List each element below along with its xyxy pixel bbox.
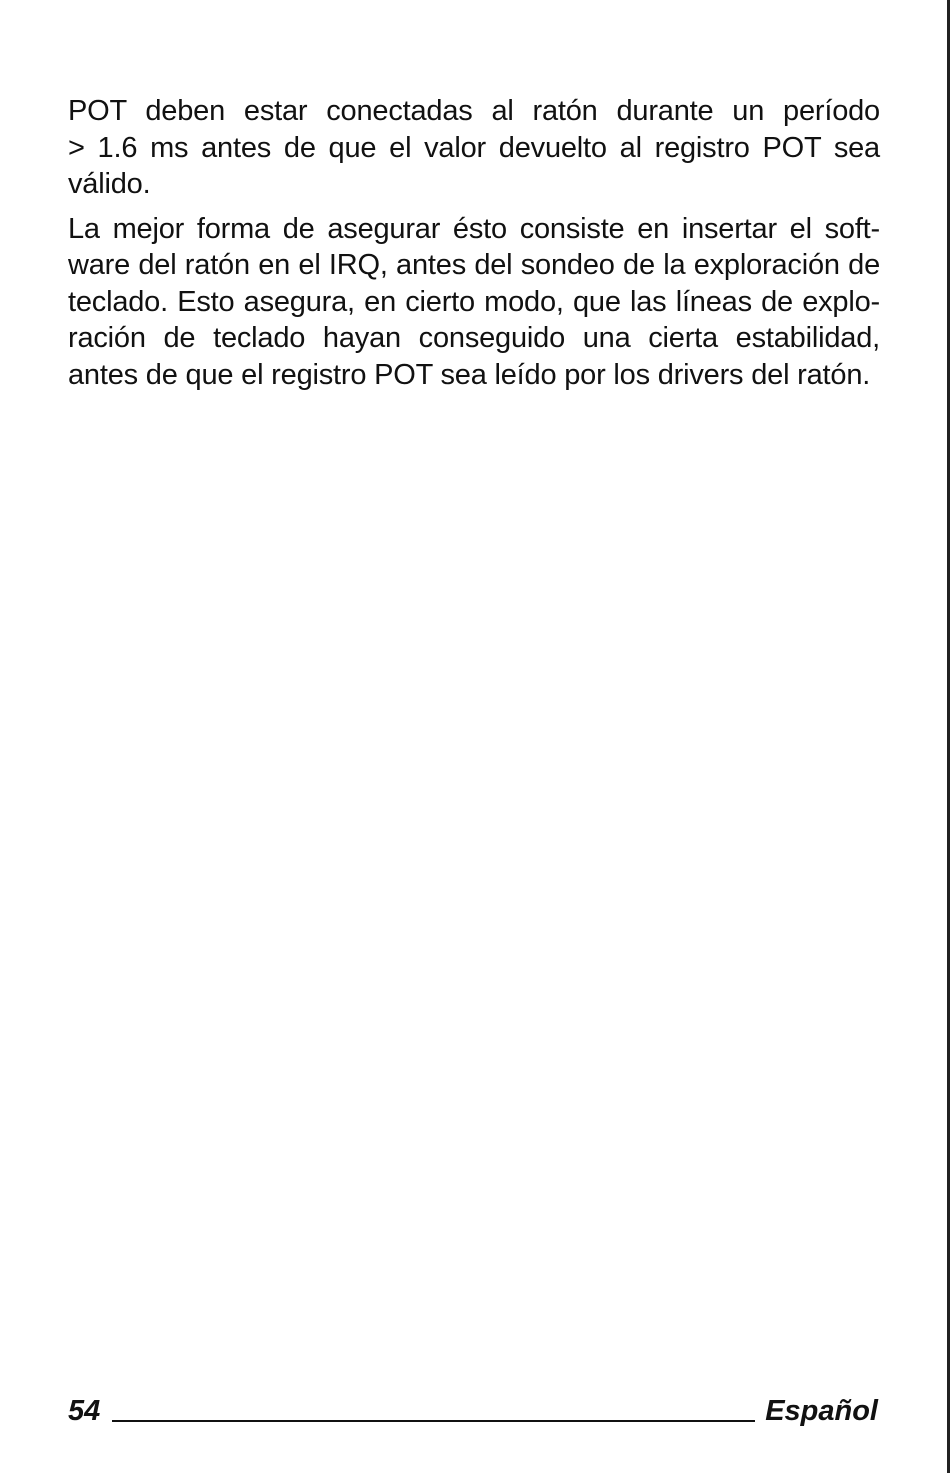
paragraph-2-line-2: ware del ratón en el IRQ, antes del sondeo de la exploración de [68,249,880,281]
paragraph-1-line-1: POT deben estar conectadas al ratón durante un período [68,95,880,127]
paragraph-1 [68,93,880,203]
paragraph-2-line-5: antes de que el registro POT sea leído por los drivers del ratón. [68,358,871,391]
paragraph-2-line-1: La mejor forma de asegurar ésto consiste en insertar el soft- [68,212,880,245]
page-number: 54 [68,1395,101,1427]
footer-rule [112,1420,755,1422]
page-footer [68,1395,878,1427]
paragraph-1-line-2: > 1.6 ms antes de que el valor devuelto al registro POT sea [68,131,880,164]
paragraph-2 [68,211,880,394]
paragraph-1-line-3: válido. [68,168,151,200]
paragraph-2-line-4: ración de teclado hayan conseguido una cierta estabilidad, [68,322,880,354]
footer-language: Español [765,1395,878,1427]
paragraph-2-line-3: teclado. Esto asegura, en cierto modo, que las líneas de explo- [68,285,880,318]
page-content [68,93,880,393]
